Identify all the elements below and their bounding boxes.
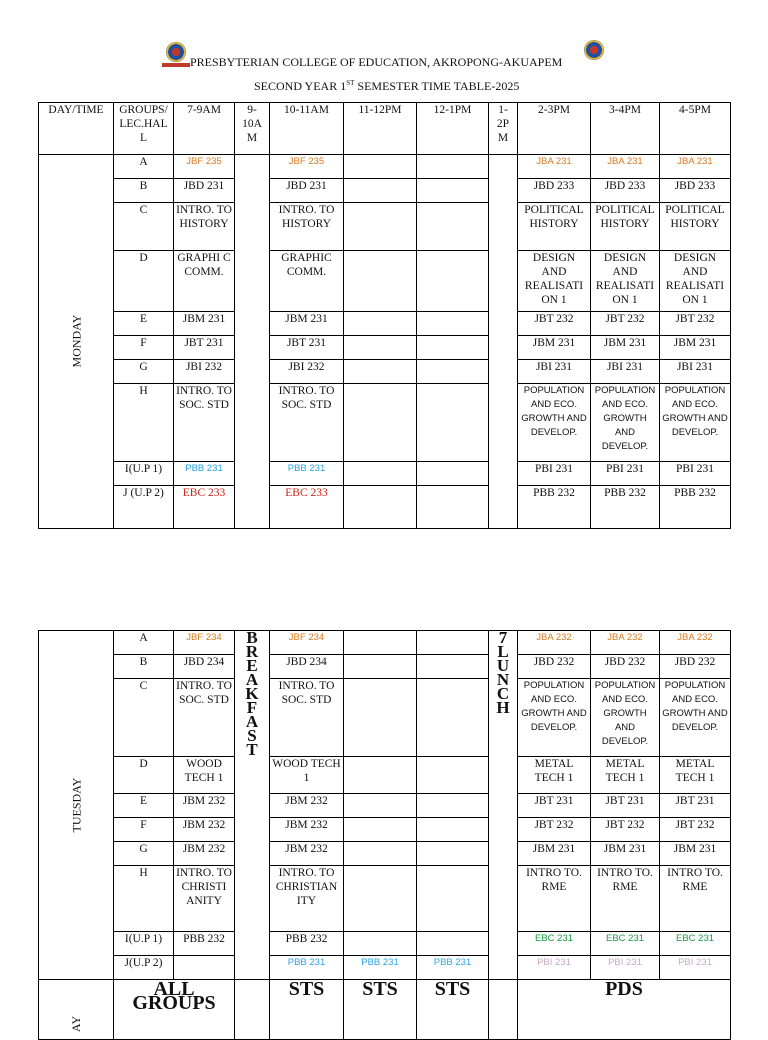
college-crest-left-icon	[166, 42, 186, 62]
class-cell: DESIGN AND REALISATI ON 1	[591, 251, 660, 312]
group-cell: J (U.P 2)	[114, 486, 174, 529]
class-cell: JBD 233	[591, 179, 660, 203]
class-cell: JBI 232	[270, 360, 344, 384]
col-header-1-2pm: 1- 2P M	[489, 103, 518, 155]
table-row	[39, 384, 731, 462]
class-cell: JBM 231	[270, 312, 344, 336]
day-label-tuesday: TUESDAY	[39, 631, 114, 980]
day-label-next: AY	[39, 980, 114, 1040]
table-row	[39, 956, 731, 980]
class-cell: DESIGN AND REALISATI ON 1	[660, 251, 731, 312]
class-cell: INTRO TO. RME	[518, 866, 591, 932]
table-row	[39, 980, 731, 1040]
class-cell: JBM 231	[591, 336, 660, 360]
class-cell: JBD 234	[174, 655, 235, 679]
college-crest-right-icon	[584, 40, 604, 60]
class-cell: JBM 231	[660, 842, 731, 866]
class-cell: JBD 231	[174, 179, 235, 203]
table-row	[39, 842, 731, 866]
class-cell: INTRO. TO SOC. STD	[270, 679, 344, 757]
class-cell: POPULATION AND ECO. GROWTH AND DEVELOP.	[518, 384, 591, 462]
class-cell: JBM 231	[174, 312, 235, 336]
col-header-day: DAY/TIME	[39, 103, 114, 155]
group-cell: I(U.P 1)	[114, 462, 174, 486]
col-header-9-10am: 9- 10A M	[235, 103, 270, 155]
lunch-column: 7 L U N C H	[489, 631, 518, 980]
monday-timetable	[38, 102, 731, 529]
class-cell: JBF 235	[174, 155, 235, 179]
class-cell: JBD 231	[270, 179, 344, 203]
class-cell: JBT 231	[660, 794, 731, 818]
class-cell: PBI 231	[518, 462, 591, 486]
class-cell: EBC 231	[591, 932, 660, 956]
class-cell: POPULATION AND ECO. GROWTH AND DEVELOP.	[591, 679, 660, 757]
class-cell: PBB 231	[417, 956, 489, 980]
table-row	[39, 866, 731, 932]
class-cell: JBM 232	[270, 818, 344, 842]
class-cell: JBM 231	[518, 336, 591, 360]
class-cell: JBT 232	[591, 818, 660, 842]
group-cell: D	[114, 757, 174, 794]
class-cell: POPULATION AND ECO. GROWTH AND DEVELOP.	[591, 384, 660, 462]
timetable-subtitle: SECOND YEAR 1ST SEMESTER TIME TABLE-2025	[254, 79, 520, 93]
class-cell: JBT 232	[518, 818, 591, 842]
class-cell: JBT 232	[660, 818, 731, 842]
class-cell: METAL TECH 1	[518, 757, 591, 794]
class-cell: JBT 232	[660, 312, 731, 336]
class-cell: JBM 231	[518, 842, 591, 866]
group-cell: A	[114, 631, 174, 655]
class-cell: PBB 231	[174, 462, 235, 486]
class-cell: JBI 232	[174, 360, 235, 384]
class-cell: POLITICAL HISTORY	[518, 203, 591, 251]
header-row	[39, 103, 731, 155]
class-cell: INTRO. TO SOC. STD	[174, 679, 235, 757]
class-cell: WOOD TECH 1	[174, 757, 235, 794]
class-cell: JBT 232	[518, 312, 591, 336]
table-row	[39, 203, 731, 251]
class-cell: JBF 234	[270, 631, 344, 655]
table-row	[39, 251, 731, 312]
class-cell: PBB 231	[344, 956, 417, 980]
class-cell: EBC 231	[518, 932, 591, 956]
class-cell: EBC 233	[270, 486, 344, 529]
class-cell: DESIGN AND REALISATI ON 1	[518, 251, 591, 312]
class-cell: INTRO. TO SOC. STD	[174, 384, 235, 462]
class-cell: PBI 231	[591, 956, 660, 980]
class-cell: GRAPHIC COMM.	[270, 251, 344, 312]
class-cell: POPULATION AND ECO. GROWTH AND DEVELOP.	[660, 384, 731, 462]
breakfast-column	[235, 155, 270, 529]
class-cell: JBA 231	[518, 155, 591, 179]
class-cell: JBD 233	[660, 179, 731, 203]
class-cell: JBD 232	[660, 655, 731, 679]
class-cell: PBI 231	[518, 956, 591, 980]
table-row	[39, 757, 731, 794]
table-row	[39, 655, 731, 679]
class-cell: INTRO. TO CHRISTIAN ITY	[270, 866, 344, 932]
group-cell: D	[114, 251, 174, 312]
table-row	[39, 336, 731, 360]
class-cell: GRAPHI C COMM.	[174, 251, 235, 312]
table-row	[39, 631, 731, 655]
class-cell: JBD 234	[270, 655, 344, 679]
class-cell: JBT 231	[174, 336, 235, 360]
sts-cell: STS	[270, 980, 344, 1040]
class-cell: PBB 232	[174, 932, 235, 956]
class-cell: INTRO. TO CHRISTI ANITY	[174, 866, 235, 932]
sts-cell: STS	[344, 980, 417, 1040]
class-cell: JBM 232	[270, 794, 344, 818]
col-header-11-12pm: 11-12PM	[344, 103, 417, 155]
class-cell: JBF 234	[174, 631, 235, 655]
class-cell: INTRO TO. RME	[591, 866, 660, 932]
group-cell: H	[114, 384, 174, 462]
class-cell: JBD 232	[518, 655, 591, 679]
class-cell: JBM 232	[174, 842, 235, 866]
class-cell: EBC 233	[174, 486, 235, 529]
class-cell: POPULATION AND ECO. GROWTH AND DEVELOP.	[518, 679, 591, 757]
class-cell: JBI 231	[518, 360, 591, 384]
class-cell: JBA 231	[660, 155, 731, 179]
class-cell: WOOD TECH 1	[270, 757, 344, 794]
class-cell: JBM 232	[174, 794, 235, 818]
college-title: PRESBYTERIAN COLLEGE OF EDUCATION, AKROPONG-AKUAPEM	[190, 55, 563, 69]
class-cell: POLITICAL HISTORY	[660, 203, 731, 251]
class-cell: PBB 232	[270, 932, 344, 956]
table-row	[39, 932, 731, 956]
class-cell	[174, 956, 235, 980]
class-cell: JBM 232	[270, 842, 344, 866]
table-row	[39, 679, 731, 757]
crest-ribbon	[162, 63, 190, 67]
class-cell: PBI 231	[660, 462, 731, 486]
table-row	[39, 360, 731, 384]
class-cell: PBB 232	[660, 486, 731, 529]
class-cell: PBI 231	[591, 462, 660, 486]
col-header-2-3pm: 2-3PM	[518, 103, 591, 155]
class-cell: JBI 231	[660, 360, 731, 384]
table-row	[39, 155, 731, 179]
tuesday-timetable	[38, 630, 731, 1040]
col-header-4-5pm: 4-5PM	[660, 103, 731, 155]
class-cell: JBT 232	[591, 312, 660, 336]
class-cell: PBB 232	[518, 486, 591, 529]
class-cell: JBM 232	[174, 818, 235, 842]
group-cell: B	[114, 655, 174, 679]
class-cell: JBT 231	[270, 336, 344, 360]
group-cell: C	[114, 679, 174, 757]
class-cell: METAL TECH 1	[591, 757, 660, 794]
group-cell: J(U.P 2)	[114, 956, 174, 980]
class-cell: INTRO. TO HISTORY	[270, 203, 344, 251]
col-header-10-11am: 10-11AM	[270, 103, 344, 155]
col-header-3-4pm: 3-4PM	[591, 103, 660, 155]
table-row	[39, 794, 731, 818]
table-row	[39, 818, 731, 842]
class-cell: JBA 232	[660, 631, 731, 655]
class-cell: JBD 232	[591, 655, 660, 679]
class-cell: JBA 232	[518, 631, 591, 655]
class-cell: EBC 231	[660, 932, 731, 956]
group-cell: B	[114, 179, 174, 203]
class-cell: INTRO. TO HISTORY	[174, 203, 235, 251]
class-cell: JBI 231	[591, 360, 660, 384]
class-cell: JBT 231	[518, 794, 591, 818]
group-cell: G	[114, 842, 174, 866]
class-cell: JBT 231	[591, 794, 660, 818]
class-cell: PBB 232	[591, 486, 660, 529]
group-cell: C	[114, 203, 174, 251]
class-cell: JBF 235	[270, 155, 344, 179]
group-cell: G	[114, 360, 174, 384]
col-header-groups: GROUPS/ LEC.HAL L	[114, 103, 174, 155]
all-groups-cell: ALL GROUPS	[114, 980, 235, 1040]
group-cell: E	[114, 312, 174, 336]
class-cell: JBD 233	[518, 179, 591, 203]
class-cell: METAL TECH 1	[660, 757, 731, 794]
col-header-12-1pm: 12-1PM	[417, 103, 489, 155]
group-cell: H	[114, 866, 174, 932]
group-cell: A	[114, 155, 174, 179]
group-cell: F	[114, 336, 174, 360]
breakfast-column: B R E A K F A S T	[235, 631, 270, 980]
class-cell: PBB 231	[270, 956, 344, 980]
sts-cell: STS	[417, 980, 489, 1040]
class-cell: JBA 231	[591, 155, 660, 179]
day-label-monday: MONDAY	[39, 155, 114, 529]
class-cell: INTRO. TO SOC. STD	[270, 384, 344, 462]
class-cell: POPULATION AND ECO. GROWTH AND DEVELOP.	[660, 679, 731, 757]
lunch-column	[489, 155, 518, 529]
class-cell: JBM 231	[660, 336, 731, 360]
group-cell: I(U.P 1)	[114, 932, 174, 956]
table-row	[39, 179, 731, 203]
table-row	[39, 486, 731, 529]
class-cell: PBI 231	[660, 956, 731, 980]
table-row	[39, 312, 731, 336]
class-cell: INTRO TO. RME	[660, 866, 731, 932]
class-cell: JBA 232	[591, 631, 660, 655]
col-header-7-9am: 7-9AM	[174, 103, 235, 155]
group-cell: F	[114, 818, 174, 842]
class-cell: JBM 231	[591, 842, 660, 866]
group-cell: E	[114, 794, 174, 818]
table-row	[39, 462, 731, 486]
pds-cell: PDS	[518, 980, 731, 1040]
class-cell: POLITICAL HISTORY	[591, 203, 660, 251]
class-cell: PBB 231	[270, 462, 344, 486]
